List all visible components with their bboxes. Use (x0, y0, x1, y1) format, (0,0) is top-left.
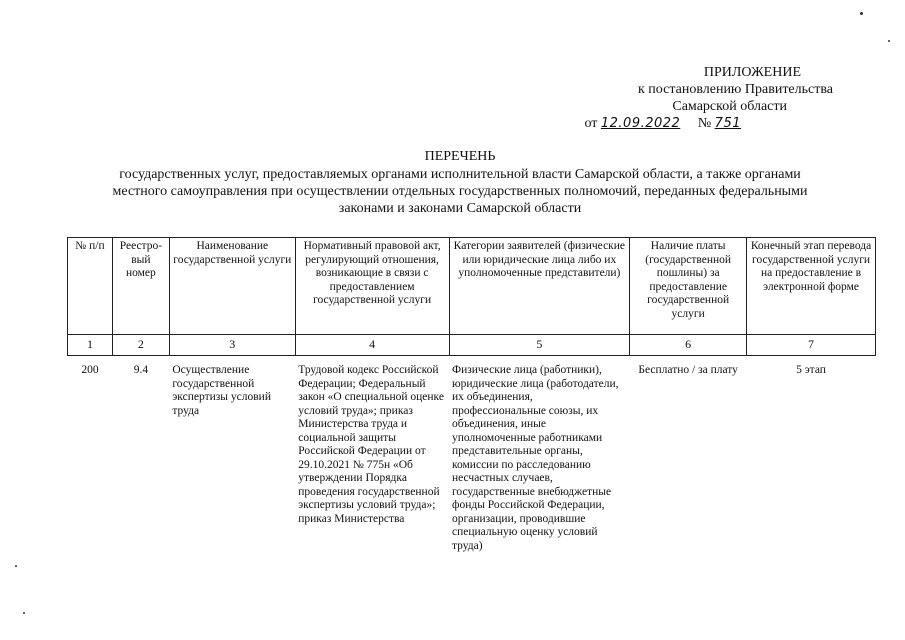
cell-stage: 5 этап (796, 364, 826, 376)
scan-speck (860, 12, 863, 15)
cell-registry: 9.4 (133, 364, 149, 376)
list-title: ПЕРЕЧЕНЬ (424, 149, 496, 164)
cell-act: Трудовой кодекс Российской Федерации; Федеральный закон «О специальной оценке условий труда»; приказ Министерства труда и социальной защиты Российской Федерации от 29.10.2021 № 775н «Об утверждении Порядка проведения государственной экспертизы условий труда»; приказ Министерства (298, 364, 444, 525)
column-number: 1 (68, 335, 113, 356)
handwritten-number: 751 (714, 116, 741, 131)
subtitle-line-3: законами и законами Самарской области (338, 201, 582, 216)
header-act: Нормативный правовой акт, регулирующий отношения, возникающие в связи с предоставлением государственной услуги (295, 238, 449, 335)
scan-speck (23, 612, 25, 614)
header-row (68, 238, 876, 335)
header-registry: Реестро-вый номер (112, 238, 169, 335)
subtitle-line-1: государственных услуг, предоставляемых органами исполнительной власти Самарской области, а также органами (119, 167, 801, 182)
appendix-block (584, 64, 833, 132)
appendix-title: ПРИЛОЖЕНИЕ (703, 65, 801, 80)
header-applicants: Категории заявителей (физические или юридические лица либо их уполномоченные представители) (449, 238, 630, 335)
column-number-row (68, 335, 876, 356)
cell-service: Осуществление государственной экспертизы условий труда (172, 364, 271, 417)
header-service: Наименование государственной услуги (169, 238, 295, 335)
appendix-line-1: к постановлению Правительства (637, 82, 833, 97)
column-number: 7 (747, 335, 876, 356)
cell-applicants: Физические лица (работники), юридические лица (работодатели, их объединения, профессиональные союзы, их объединения, иные уполномоченные работниками представительные органы, комиссии по расследованию несчастных случаев, государственные внебюджетные фонды Российской Федерации, организации, проводившие специальную оценку условий труда) (452, 364, 619, 552)
column-number: 4 (295, 335, 449, 356)
appendix-line-2: Самарской области (672, 99, 787, 114)
column-number: 6 (630, 335, 747, 356)
number-prefix: № (697, 116, 712, 131)
header-num: № п/п (68, 238, 113, 335)
scan-speck (888, 40, 890, 42)
subtitle-line-2: местного самоуправления при осуществлении отдельных государственных полномочий, переданных федеральными (112, 184, 808, 199)
date-prefix: от (584, 116, 598, 131)
column-number: 5 (449, 335, 630, 356)
appendix-date-line (584, 115, 741, 132)
services-table (67, 237, 876, 553)
scan-speck (15, 565, 17, 567)
handwritten-date: 12.09.2022 (600, 116, 681, 131)
column-number: 3 (169, 335, 295, 356)
header-payment: Наличие платы (государственной пошлины) за предоставление государственной услуги (630, 238, 747, 335)
table-row (68, 356, 876, 554)
header-stage: Конечный этап перевода государственной услуги на предоставление в электронной форме (747, 238, 876, 335)
column-number: 2 (112, 335, 169, 356)
cell-num: 200 (81, 364, 99, 376)
cell-payment: Бесплатно / за плату (638, 364, 738, 376)
document-heading (60, 148, 860, 217)
